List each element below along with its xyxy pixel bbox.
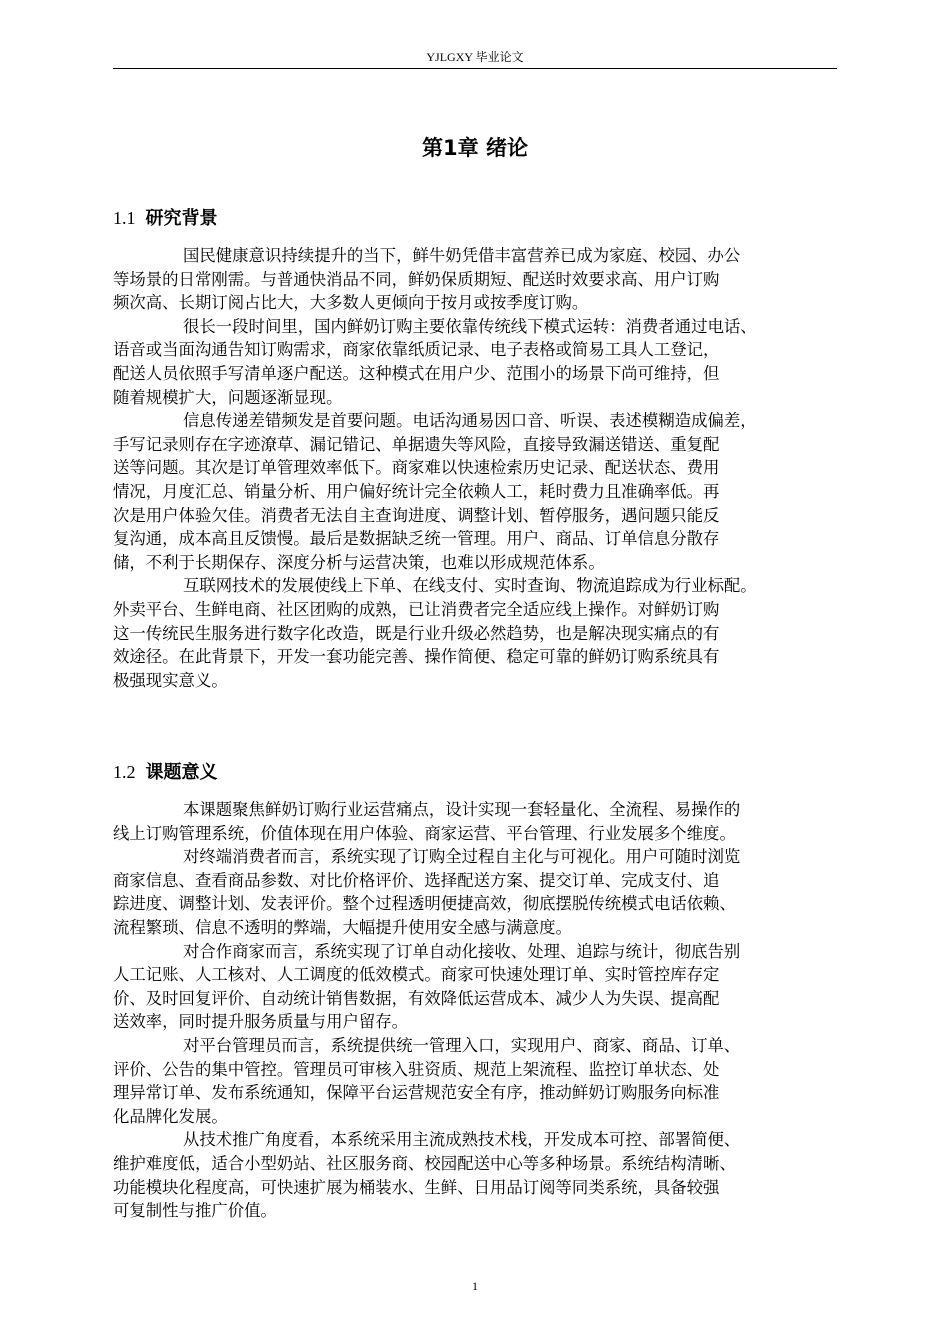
paragraph-line: 功能模块化程度高，可快速扩展为桶装水、生鲜、日用品订阅等同类系统，具备较强	[113, 1177, 720, 1197]
paragraph-line: 商家信息、查看商品参数、对比价格评价、选择配送方案、提交订单、完成支付、追	[113, 870, 720, 890]
paragraph-line: 线上订购管理系统，价值体现在用户体验、商家运营、平台管理、行业发展多个维度。	[113, 823, 736, 843]
paragraph-line: 对终端消费者而言，系统实现了订购全过程自主化与可视化。用户可随时浏览	[183, 847, 741, 867]
paragraph-line: 本课题聚焦鲜奶订购行业运营痛点，设计实现一套轻量化、全流程、易操作的	[183, 800, 741, 819]
paragraph-line: 次是用户体验欠佳。消费者无法自主查询进度、调整计划、暂停服务，遇问题只能反	[113, 505, 720, 525]
section-heading-1-1	[113, 205, 218, 232]
paragraph-line: 从技术推广角度看，本系统采用主流成熟技术栈，开发成本可控、部署简便、	[183, 1130, 741, 1150]
paragraph-line: 这一传统民生服务进行数字化改造，既是行业升级必然趋势，也是解决现实痛点的有	[113, 623, 720, 643]
section-title: 课题意义	[145, 762, 218, 783]
paragraph-line: 人工记账、人工核对、人工调度的低效模式。商家可快速处理订单、实时管控库存定	[113, 965, 720, 985]
section-body-1-1	[113, 244, 837, 692]
paragraph-line: 复沟通，成本高且反馈慢。最后是数据缺乏统一管理。用户、商品、订单信息分散存	[113, 529, 720, 549]
section-heading-1-2	[113, 759, 218, 786]
paragraph-line: 外卖平台、生鲜电商、社区团购的成熟，已让消费者完全适应线上操作。对鲜奶订购	[113, 599, 720, 619]
chapter-title: 第1章 绪论	[422, 136, 528, 160]
paragraph-line: 效途径。在此背景下，开发一套功能完善、操作简便、稳定可靠的鲜奶订购系统具有	[113, 647, 720, 667]
paragraph-line: 可复制性与推广价值。	[113, 1201, 277, 1221]
section-number: 1.1	[113, 208, 136, 228]
header-rule	[113, 68, 837, 69]
paragraph-line: 国民健康意识持续提升的当下，鲜牛奶凭借丰富营养已成为家庭、校园、办公	[183, 246, 741, 265]
paragraph-line: 配送人员依照手写清单逐户配送。这种模式在用户少、范围小的场景下尚可维持，但	[113, 363, 720, 383]
paragraph-line: 对合作商家而言，系统实现了订单自动化接收、处理、追踪与统计，彻底告别	[183, 941, 741, 961]
paragraph-line: 对平台管理员而言，系统提供统一管理入口，实现用户、商家、商品、订单、	[183, 1035, 741, 1055]
running-header: YJLGXY 毕业论文	[426, 50, 524, 64]
paragraph-line: 随着规模扩大，问题逐渐显现。	[113, 387, 343, 407]
paragraph-line: 价、及时回复评价、自动统计销售数据，有效降低运营成本、减少人为失误、提高配	[113, 988, 720, 1008]
paragraph-line: 互联网技术的发展使线上下单、在线支付、实时查询、物流追踪成为行业标配。	[183, 576, 757, 596]
paragraph-line: 情况，月度汇总、销量分析、用户偏好统计完全依赖人工，耗时费力且准确率低。再	[113, 481, 720, 501]
paragraph-line: 很长一段时间里，国内鲜奶订购主要依靠传统线下模式运转：消费者通过电话、	[183, 316, 757, 336]
paragraph-line: 理异常订单、发布系统通知，保障平台运营规范安全有序，推动鲜奶订购服务向标准	[113, 1083, 720, 1103]
page-number: 1	[472, 1279, 478, 1293]
paragraph-line: 评价、公告的集中管控。管理员可审核入驻资质、规范上架流程、监控订单状态、处	[113, 1059, 720, 1079]
paragraph-line: 储，不利于长期保存、深度分析与运营决策，也难以形成规范体系。	[113, 552, 605, 572]
paragraph-line: 化品牌化发展。	[113, 1106, 228, 1126]
paragraph-line: 语音或当面沟通告知订购需求，商家依靠纸质记录、电子表格或简易工具人工登记，	[113, 340, 720, 360]
section-body-1-2	[113, 798, 837, 1223]
paragraph-line: 流程繁琐、信息不透明的弊端，大幅提升使用安全感与满意度。	[113, 917, 572, 937]
paragraph-line: 等场景的日常刚需。与普通快消品不同，鲜奶保质期短、配送时效要求高、用户订购	[113, 269, 720, 289]
section-number: 1.2	[113, 762, 136, 782]
paragraph-line: 手写记录则存在字迹潦草、漏记错记、单据遗失等风险，直接导致漏送错送、重复配	[113, 434, 720, 454]
paragraph-line: 频次高、长期订阅占比大，大多数人更倾向于按月或按季度订购。	[113, 293, 589, 313]
paragraph-line: 维护难度低，适合小型奶站、社区服务商、校园配送中心等多种场景。系统结构清晰、	[113, 1153, 736, 1173]
section-title: 研究背景	[145, 208, 218, 229]
paragraph-line: 踪进度、调整计划、发表评价。整个过程透明便捷高效，彻底摆脱传统模式电话依赖、	[113, 894, 736, 914]
paragraph-line: 信息传递差错频发是首要问题。电话沟通易因口音、听误、表述模糊造成偏差，	[183, 411, 757, 431]
paragraph-line: 送效率，同时提升服务质量与用户留存。	[113, 1012, 409, 1032]
paragraph-line: 极强现实意义。	[113, 670, 228, 690]
paragraph-line: 送等问题。其次是订单管理效率低下。商家难以快速检索历史记录、配送状态、费用	[113, 458, 720, 478]
